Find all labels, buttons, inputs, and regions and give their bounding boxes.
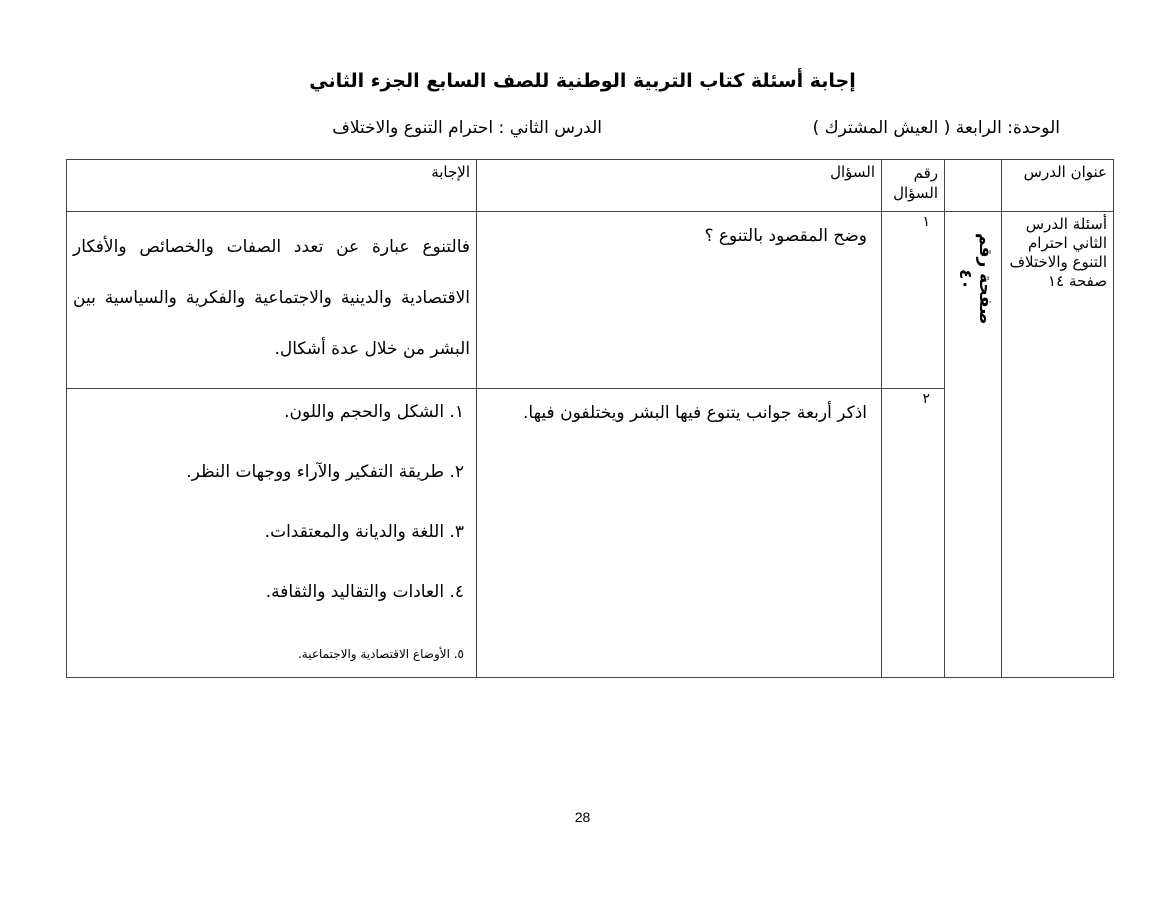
question-number-2: ٢ — [882, 389, 945, 678]
header-question-number: رقم السؤال — [882, 160, 945, 212]
question-1: وضح المقصود بالتنوع ؟ — [477, 212, 882, 389]
list-item: ٣. اللغة والديانة والمعتقدات. — [264, 522, 464, 542]
list-item: ١. الشكل والحجم واللون. — [284, 402, 464, 422]
page-ref-label: صفحة رقم ٤٠ — [955, 233, 995, 325]
answers-table — [66, 159, 1114, 678]
table-row — [67, 212, 1114, 389]
page-number: 28 — [574, 809, 591, 825]
document-title: إجابة أسئلة كتاب التربية الوطنية للصف السابع الجزء الثاني — [309, 70, 856, 92]
lesson-title-cell: أسئلة الدرس الثاني احترام التنوع والاختلاف صفحة ١٤ — [1002, 212, 1114, 678]
header-question: السؤال — [477, 160, 882, 212]
question-2: اذكر أربعة جوانب يتنوع فيها البشر ويختلفون فيها. — [477, 389, 882, 678]
header-answer: الإجابة — [67, 160, 477, 212]
header-lesson-title: عنوان الدرس — [1002, 160, 1114, 212]
unit-line: الوحدة: الرابعة ( العيش المشترك ) — [812, 118, 1060, 138]
list-item: ٢. طريقة التفكير والآراء ووجهات النظر. — [186, 462, 464, 482]
answer-2 — [67, 389, 477, 678]
header-page-blank — [945, 160, 1002, 212]
answer-1: فالتنوع عبارة عن تعدد الصفات والخصائص والأفكار الاقتصادية والدينية والاجتماعية والفكرية والسياسية بين البشر من خلال عدة أشكال. — [67, 212, 477, 389]
question-number-1: ١ — [882, 212, 945, 389]
list-item: ٥. الأوضاع الاقتصادية والاجتماعية. — [297, 647, 464, 661]
page-ref-cell — [945, 212, 1002, 678]
lesson-line: الدرس الثاني : احترام التنوع والاختلاف — [332, 118, 602, 138]
table-header-row — [67, 160, 1114, 212]
answer-2-list — [67, 389, 476, 677]
list-item: ٤. العادات والتقاليد والثقافة. — [265, 582, 464, 602]
